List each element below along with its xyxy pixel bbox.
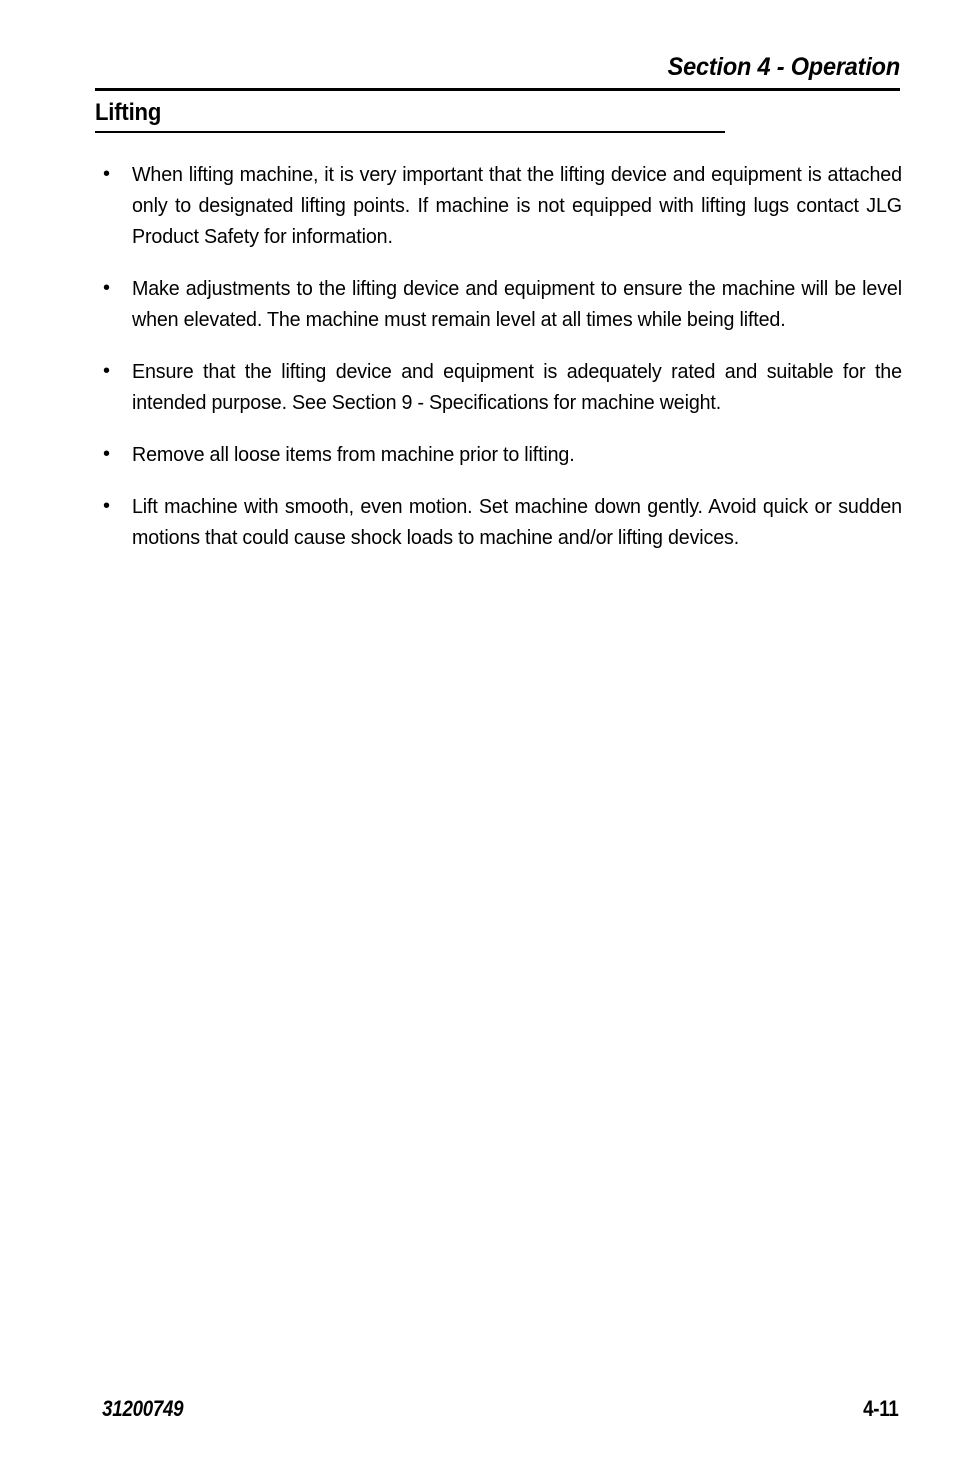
safety-bullet-list [95,159,902,553]
list-item-text: Remove all loose items from machine prior to lifting. [132,443,575,466]
section-heading-underline-rule [95,131,725,133]
list-item-text: Make adjustments to the lifting device and equipment to ensure the machine will be level when elevated. The machine must remain level at all times while being lifted. [132,277,902,331]
bullet-icon: • [103,360,111,382]
page-footer [95,1396,902,1422]
header-section-title: Section 4 - Operation [667,53,900,81]
list-item [95,439,902,470]
header-divider-rule [95,88,900,91]
footer-document-number: 31200749 [102,1396,184,1421]
list-item [95,356,902,418]
section-heading [95,99,725,127]
list-item-text: Ensure that the lifting device and equipment is adequately rated and suitable for the intended purpose. See Section 9 - Specifications for machine weight. [132,360,902,414]
running-header [95,52,900,82]
list-item-text: Lift machine with smooth, even motion. Set machine down gently. Avoid quick or sudden motions that could cause shock loads to machine and/or lifting devices. [132,495,902,549]
bullet-icon: • [103,277,111,299]
list-item [95,273,902,335]
list-item-text: When lifting machine, it is very important that the lifting device and equipment is attached only to designated lifting points. If machine is not equipped with lifting lugs contact JLG Product Safety for information. [132,163,902,248]
bullet-icon: • [103,495,111,517]
list-item [95,491,902,553]
list-item [95,159,902,252]
bullet-icon: • [103,163,111,185]
page-title: Lifting [95,99,162,126]
bullet-icon: • [103,443,111,465]
footer-page-number: 4-11 [863,1396,899,1421]
